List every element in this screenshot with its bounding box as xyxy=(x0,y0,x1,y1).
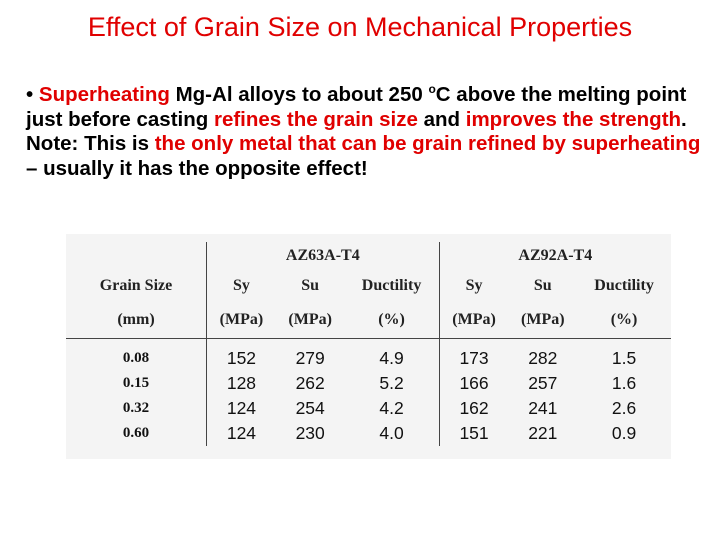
table-row xyxy=(66,371,671,396)
header-sy-2: Sy xyxy=(439,270,508,302)
paragraph-superheating xyxy=(26,83,706,132)
text-opposite: – usually it has the opposite effect! xyxy=(26,156,368,180)
unit-mpa-4: (MPa) xyxy=(509,302,578,338)
text-p1-e: and xyxy=(417,107,466,131)
cell-d1: 5.2 xyxy=(379,373,404,393)
properties-table xyxy=(66,242,671,446)
cell-su1: 262 xyxy=(295,373,325,393)
cell-d2: 0.9 xyxy=(611,423,637,443)
cell-d1: 4.9 xyxy=(379,348,404,368)
cell-su2: 241 xyxy=(528,398,558,418)
text-note: Note: This is xyxy=(26,132,155,155)
header-su-1: Su xyxy=(301,277,320,294)
header-grain-size: Grain Size xyxy=(99,277,173,294)
paragraph-note xyxy=(26,132,706,181)
cell-d2: 2.6 xyxy=(611,398,637,418)
cell-grain: 0.32 xyxy=(122,400,150,416)
table-row xyxy=(66,396,671,421)
table-row xyxy=(66,346,671,371)
cell-grain: 0.15 xyxy=(122,375,150,391)
properties-table-image xyxy=(66,234,671,459)
table-row xyxy=(66,421,671,446)
text-superheating: Superheating xyxy=(38,83,170,106)
cell-d2: 1.5 xyxy=(611,348,637,368)
cell-sy2: 162 xyxy=(439,396,508,421)
cell-grain: 0.60 xyxy=(122,425,150,441)
text-refines: refines the grain size xyxy=(213,107,418,131)
unit-mm: (mm) xyxy=(66,302,207,338)
cell-su1: 230 xyxy=(295,423,325,443)
cell-su1: 254 xyxy=(295,398,325,418)
unit-pct-2: (%) xyxy=(577,302,671,338)
cell-grain: 0.08 xyxy=(122,350,150,366)
cell-sy1: 152 xyxy=(207,346,276,371)
group-header-az92a: AZ92A-T4 xyxy=(439,242,671,270)
slide-title: Effect of Grain Size on Mechanical Properties xyxy=(87,12,633,42)
degree-sup: o xyxy=(428,82,436,97)
cell-d2: 1.6 xyxy=(611,373,637,393)
text-improves: improves the strength xyxy=(465,107,682,131)
bullet: • xyxy=(26,83,34,106)
cell-su2: 257 xyxy=(528,373,558,393)
cell-su1: 279 xyxy=(295,348,325,368)
slide-body xyxy=(26,83,706,181)
unit-pct-1: (%) xyxy=(344,302,439,338)
cell-sy2: 151 xyxy=(439,421,508,446)
text-p1-g: . xyxy=(681,107,687,131)
unit-mpa-3: (MPa) xyxy=(439,302,508,338)
cell-su2: 221 xyxy=(528,423,558,443)
cell-d1: 4.0 xyxy=(379,423,404,443)
text-only-metal: the only metal that can be grain refined by superheating xyxy=(154,132,701,155)
unit-mpa-2: (MPa) xyxy=(276,302,345,338)
header-su-2: Su xyxy=(533,277,552,294)
text-p1-c: C above the melting point just before casting xyxy=(26,83,687,131)
unit-mpa-1: (MPa) xyxy=(207,302,276,338)
cell-sy1: 124 xyxy=(207,421,276,446)
cell-su2: 282 xyxy=(528,348,558,368)
group-header-az63a: AZ63A-T4 xyxy=(207,242,440,270)
cell-d1: 4.2 xyxy=(379,398,404,418)
cell-sy2: 173 xyxy=(439,346,508,371)
header-ductility-1: Ductility xyxy=(361,277,422,294)
cell-sy1: 128 xyxy=(207,371,276,396)
header-ductility-2: Ductility xyxy=(594,277,654,294)
cell-sy1: 124 xyxy=(207,396,276,421)
cell-sy2: 166 xyxy=(439,371,508,396)
header-sy-1: Sy xyxy=(207,270,276,302)
text-p1-b: Mg-Al alloys to about 250 xyxy=(169,83,429,106)
